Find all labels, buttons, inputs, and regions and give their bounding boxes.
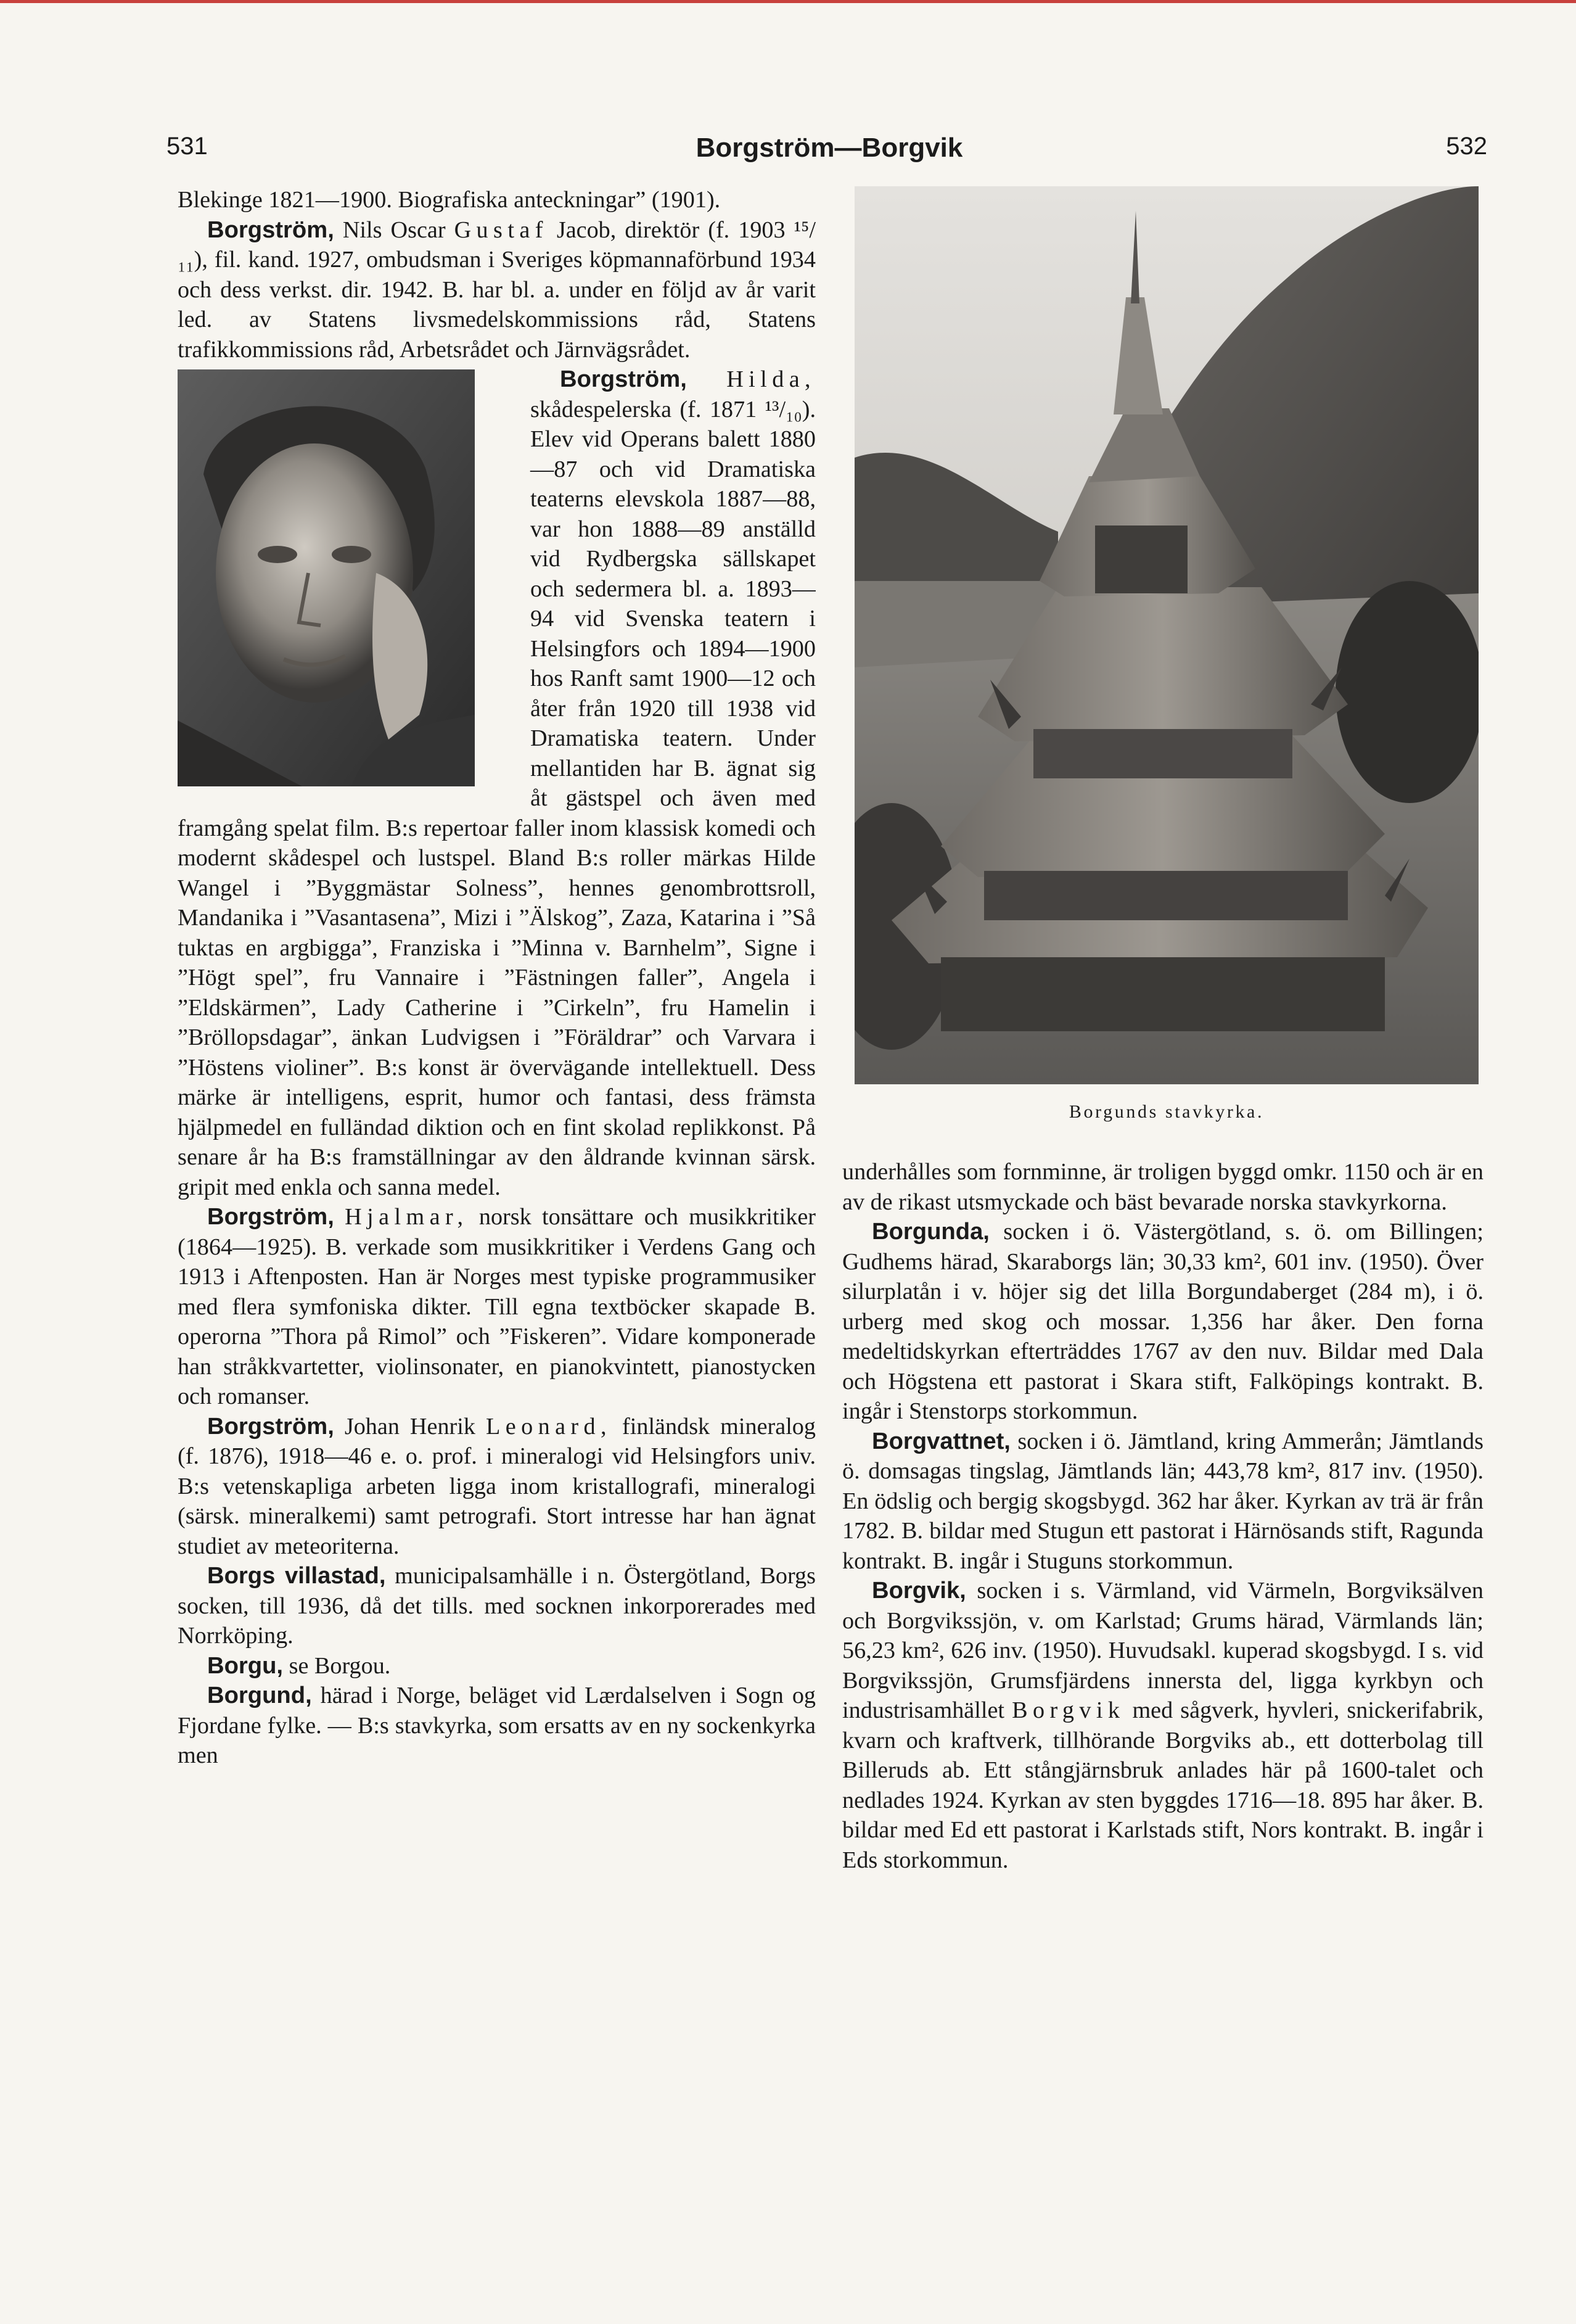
entry-continuation: underhålles som fornminne, är troligen byggd omkr. 1150 och är en av de rikast utsmyckade och bäst bevarade norska stavkyrkorna. xyxy=(842,1159,1484,1215)
entry-text: se Borgou. xyxy=(289,1652,391,1679)
entry-text: skådespelerska (f. 1871 ¹³/₁₀). Elev vid Operans balett 1880—87 och vid Dramatiska teaterns elevskola 1887—88, var hon 1888—89 anställd vid Rydbergska sällskapet och sedermera bl. a. 1893—94 vid Svenska teatern i Helsingfors och 1894—1900 hos Ranft samt 1900—12 och åter från 1920 till 1938 vid Dramatiska teatern. Under mellantiden har B. ägnat sig åt gästspel och även med framgång spelat film. B:s repertoar faller inom klassisk komedi och modernt skådespel och lustspel. Bland B:s roller märkas Hilde Wangel i ”Byggmästar Solness”, hennes genombrottsroll, Mandanika i ”Vasantasena”, Mizi i ”Älskog”, Zaza, Katarina i ”Så tuktas en argbigga”, Franziska i ”Minna v. Barnhelm”, Signe i ”Högt spel”, fru Vannaire i ”Fästningen faller”, Angela i ”Eldskärmen”, Lady Catherine i ”Cirkeln”, fru Hamelin i ”Bröllopsdagar”, änkan Ludvigsen i ”Föräldrar” och Varvara i ”Höstens violiner”. B:s konst är övervägande intellektuell. Dess märke är intelligens, esprit, humor och fantasi, dess främsta hjälpmedel en fulländad diktion och en fint skolad replikkonst. På senare år ha B:s framställningar av den åldrande kvinnan särsk. gripit med enkla och sanna medel. xyxy=(178,396,816,1200)
headword: Borgvattnet, xyxy=(872,1427,1011,1454)
entry-borgstrom-nils xyxy=(178,215,816,365)
headword: Borgvik, xyxy=(872,1577,966,1604)
entry-borgs-villastad xyxy=(178,1561,816,1651)
entry-text: härad i Norge, beläget vid Lærdalselven i Sogn og Fjordane fylke. — B:s stavkyrka, som ersatts av en ny sockenkyrka men xyxy=(178,1683,816,1768)
left-column xyxy=(178,185,816,2270)
headword: Borgu, xyxy=(207,1652,284,1679)
entry-text: Johan Henrik xyxy=(344,1413,475,1440)
spaced-name: Gustaf xyxy=(454,216,548,243)
entry-borgu xyxy=(178,1651,816,1681)
headword: Borgs villastad, xyxy=(207,1562,386,1589)
headword: Borgström, xyxy=(207,216,334,243)
entry-text: finländsk mineralog (f. 1876), 1918—46 e. o. prof. i mineralogi vid Helsingfors univ. B:s vetenskapliga arbeten ligga inom kristallografi, mineralogi (särsk. mineralkemi) samt petrografi. Stort intresse har han ägnat studiet av meteoriterna. xyxy=(178,1413,816,1559)
portrait-figure xyxy=(178,369,512,786)
entry-text: norsk tonsättare och musikkritiker (1864—1925). B. verkade som musikkritiker i Verdens Gang och 1913 i Aftenposten. Han är Norges mest typiske programmusiker med flera symfoniska dikter. Till egna textböcker skapade B. operorna ”Thora på Rimol” och ”Fiskeren”. Vidare komponerade han stråkkvartetter, violinsonater, en pianokvintett, pianostycken och romanser. xyxy=(178,1204,816,1409)
entry-borgstrom-johan xyxy=(178,1412,816,1562)
portrait-photo xyxy=(178,369,475,786)
entry-text: Jacob, direktör (f. 1903 ¹⁵/₁₁), fil. kand. 1927, ombudsman i Sveriges köpmannaförbund 1934 och dess verkst. dir. 1942. B. har bl. a. under en följd av år varit led. av Statens livsmedelskommissions råd, Statens trafikkommissions råd, Arbetsrådet och Järnvägsrådet. xyxy=(178,216,816,363)
page-header xyxy=(166,133,1492,170)
page-top-edge xyxy=(0,0,1576,3)
entry-continuation: Blekinge 1821—1900. Biografiska anteckningar” (1901). xyxy=(178,187,721,213)
entry-text: Nils Oscar xyxy=(342,216,446,243)
entry-text: med sågverk, hyvleri, snickerifabrik, kvarn och kraftverk, tillhörande Borgviks ab., ett dotterbolag till Billeruds ab. Ett stångjärnsbruk anlades här på 1600-talet och nedlades 1924. Kyrkan av sten byggdes 1716—18. 895 har åker. B. bildar med Ed ett pastorat i Karlstads stift, Nors kontrakt. B. ingår i Eds storkommun. xyxy=(842,1697,1484,1873)
stave-church-image xyxy=(855,186,1479,1084)
headword: Borgunda, xyxy=(872,1218,990,1245)
stave-church-photo xyxy=(855,186,1479,1084)
spaced-name: Leonard, xyxy=(486,1413,612,1440)
right-column xyxy=(842,1157,1484,2255)
entry-text: socken i s. Värmland, vid Värmeln, Borgviksälven och Borgvikssjön, v. om Karlstad; Grums härad, Värmlands län; 56,23 km², 626 inv. (1950). Huvudsakl. kuperad skogsbygd. I s. vid Borgvikssjön, Grumsfjärdens innersta del, ligga kyrkbyn och industrisamhället xyxy=(842,1578,1484,1723)
headword: Borgström, xyxy=(207,1412,334,1440)
headword: Borgström, xyxy=(207,1203,334,1230)
entry-borgstrom-hilda xyxy=(178,365,816,1202)
entry-text: socken i ö. Västergötland, s. ö. om Billingen; Gudhems härad, Skaraborgs län; 30,33 km², 601 inv. (1950). Över silurplatån i v. höjer sig det lilla Borgundaberget (284 m), i ö. urberg med skog och mossar. 1,356 har åker. Den forna medeltidskyrkan efterträddes 1767 av den nuv. Bildar med Dala och Högstena ett pastorat i Skara stift, Falköpings kontrakt. B. ingår i Stenstorps storkommun. xyxy=(842,1219,1484,1424)
headword: Borgund, xyxy=(207,1682,312,1708)
running-head: Borgström—Borgvik xyxy=(696,133,963,163)
entry-borgvik xyxy=(842,1576,1484,1875)
spaced-name: Hjalmar, xyxy=(345,1204,469,1230)
entry-borgund xyxy=(178,1681,816,1771)
spaced-name: Borgvik xyxy=(1012,1697,1125,1723)
photo-caption: Borgunds stavkyrka. xyxy=(1069,1102,1265,1122)
entry-borgvattnet xyxy=(842,1427,1484,1576)
entry-borgstrom-hjalmar xyxy=(178,1202,816,1412)
headword: Borgström, xyxy=(560,366,687,392)
page-number-left: 531 xyxy=(166,133,208,160)
entry-borgunda xyxy=(842,1217,1484,1427)
spaced-name: Hilda, xyxy=(726,366,816,392)
page-number-right: 532 xyxy=(1446,133,1487,160)
entry-text: socken i ö. Jämtland, kring Ammerån; Jämtlands ö. domsagas tingslag, Jämtlands län; 443,78 km², 817 inv. (1950). En ödslig och bergig skogsbygd. 362 har åker. Kyrkan av trä är från 1782. B. bildar med Stugun ett pastorat i Härnösands stift, Ragunda kontrakt. B. ingår i Stuguns storkommun. xyxy=(842,1428,1484,1574)
entry-text: municipalsamhälle i n. Östergötland, Borgs socken, till 1936, då det tills. med socknen inkorporerades med Norrköping. xyxy=(178,1563,816,1649)
